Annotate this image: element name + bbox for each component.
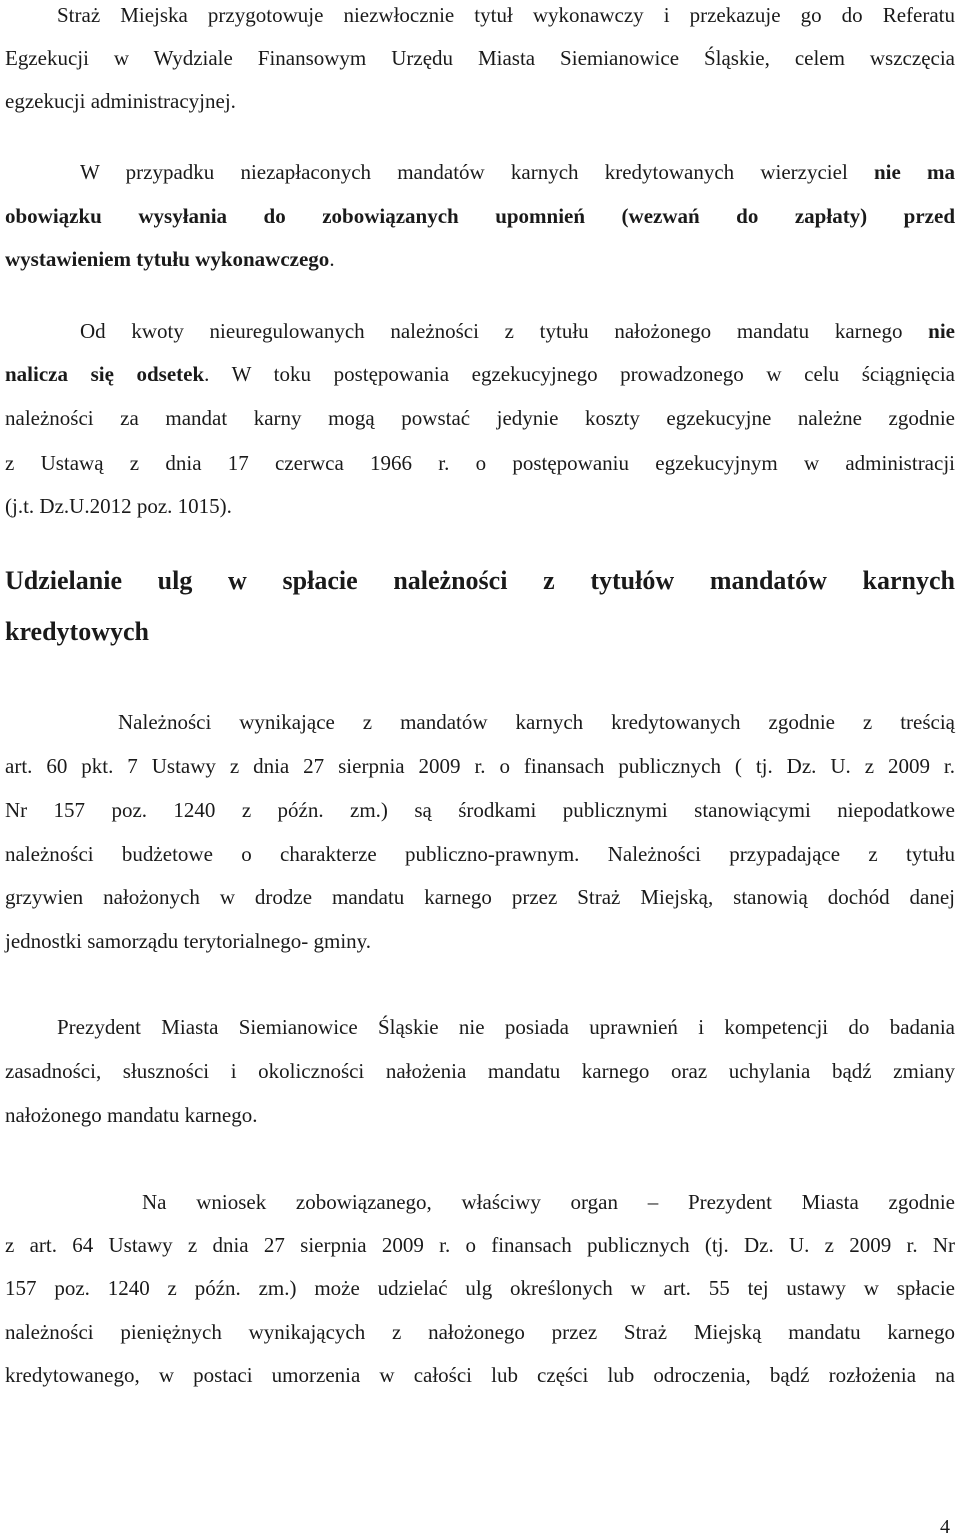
paragraph-3-line-1 (80, 318, 955, 344)
paragraph-3-bold-start: nalicza się odsetek (5, 362, 205, 386)
paragraph-4-line-4: należności budżetowe o charakterze publiczno-prawnym. Należności przypadające z tytułu (5, 842, 955, 866)
paragraph-3-line-4: z Ustawą z dnia 17 czerwca 1966 r. o postępowaniu egzekucyjnym w administracji (5, 451, 955, 475)
paragraph-2-line-1 (80, 159, 955, 185)
paragraph-3-line-3: należności za mandat karny mogą powstać jedynie koszty egzekucyjne należne zgodnie (5, 406, 955, 430)
paragraph-4-line-1: Należności wynikające z mandatów karnych kredytowanych zgodnie z treścią (118, 710, 955, 734)
paragraph-3-text: Od kwoty nieuregulowanych należności z tytułu nałożonego mandatu karnego (80, 319, 929, 343)
section-heading-line-1: Udzielanie ulg w spłacie należności z tytułów mandatów karnych (5, 566, 955, 595)
paragraph-3-text-2: . W toku postępowania egzekucyjnego prowadzonego w celu ściągnięcia (204, 362, 955, 386)
paragraph-6-line-3: 157 poz. 1240 z późn. zm.) może udzielać ulg określonych w art. 55 tej ustawy w spłacie (5, 1276, 955, 1300)
paragraph-2-text: W przypadku niezapłaconych mandatów karnych kredytowanych wierzyciel (80, 160, 874, 184)
paragraph-2-period: . (329, 247, 335, 271)
paragraph-6-line-2: z art. 64 Ustawy z dnia 27 sierpnia 2009 r. o finansach publicznych (tj. Dz. U. z 2009 r. Nr (5, 1233, 955, 1257)
paragraph-4-line-6: jednostki samorządu terytorialnego- gminy. (5, 929, 372, 953)
paragraph-3-line-2 (5, 361, 955, 387)
paragraph-2-bold-end: wystawieniem tytułu wykonawczego (5, 247, 330, 271)
paragraph-3-line-5: (j.t. Dz.U.2012 poz. 1015). (5, 494, 232, 518)
section-heading-line-2: kredytowych (5, 617, 149, 646)
paragraph-6-line-4: należności pieniężnych wynikających z nałożonego przez Straż Miejską mandatu karnego (5, 1320, 955, 1344)
paragraph-3-bold-text: nie (928, 319, 955, 343)
paragraph-2-bold-text: nie ma (873, 160, 955, 184)
paragraph-2-line-2: obowiązku wysyłania do zobowiązanych upomnień (wezwań do zapłaty) przed (5, 204, 955, 228)
paragraph-5-line-1: Prezydent Miasta Siemianowice Śląskie nie posiada uprawnień i kompetencji do badania (57, 1015, 955, 1039)
paragraph-1-line-3: egzekucji administracyjnej. (5, 89, 236, 113)
paragraph-5-line-2: zasadności, słuszności i okoliczności nałożenia mandatu karnego oraz uchylania bądź zmiany (5, 1059, 955, 1083)
paragraph-4-line-2: art. 60 pkt. 7 Ustawy z dnia 27 sierpnia 2009 r. o finansach publicznych ( tj. Dz. U. z 2009 r. (5, 754, 955, 778)
paragraph-5-line-3: nałożonego mandatu karnego. (5, 1103, 258, 1127)
paragraph-1-line-2: Egzekucji w Wydziale Finansowym Urzędu Miasta Siemianowice Śląskie, celem wszczęcia (5, 46, 955, 70)
paragraph-1-line-1: Straż Miejska przygotowuje niezwłocznie tytuł wykonawczy i przekazuje go do Referatu (57, 3, 955, 27)
paragraph-6-line-1: Na wniosek zobowiązanego, właściwy organ – Prezydent Miasta zgodnie (142, 1190, 955, 1214)
page-number: 4 (940, 1516, 950, 1538)
paragraph-4-line-3: Nr 157 poz. 1240 z późn. zm.) są środkami publicznymi stanowiącymi niepodatkowe (5, 798, 955, 822)
paragraph-4-line-5: grzywien nałożonych w drodze mandatu karnego przez Straż Miejską, stanowią dochód danej (5, 885, 955, 909)
paragraph-2-line-3 (5, 246, 955, 272)
paragraph-6-line-5: kredytowanego, w postaci umorzenia w całości lub części lub odroczenia, bądź rozłożenia na (5, 1363, 955, 1387)
